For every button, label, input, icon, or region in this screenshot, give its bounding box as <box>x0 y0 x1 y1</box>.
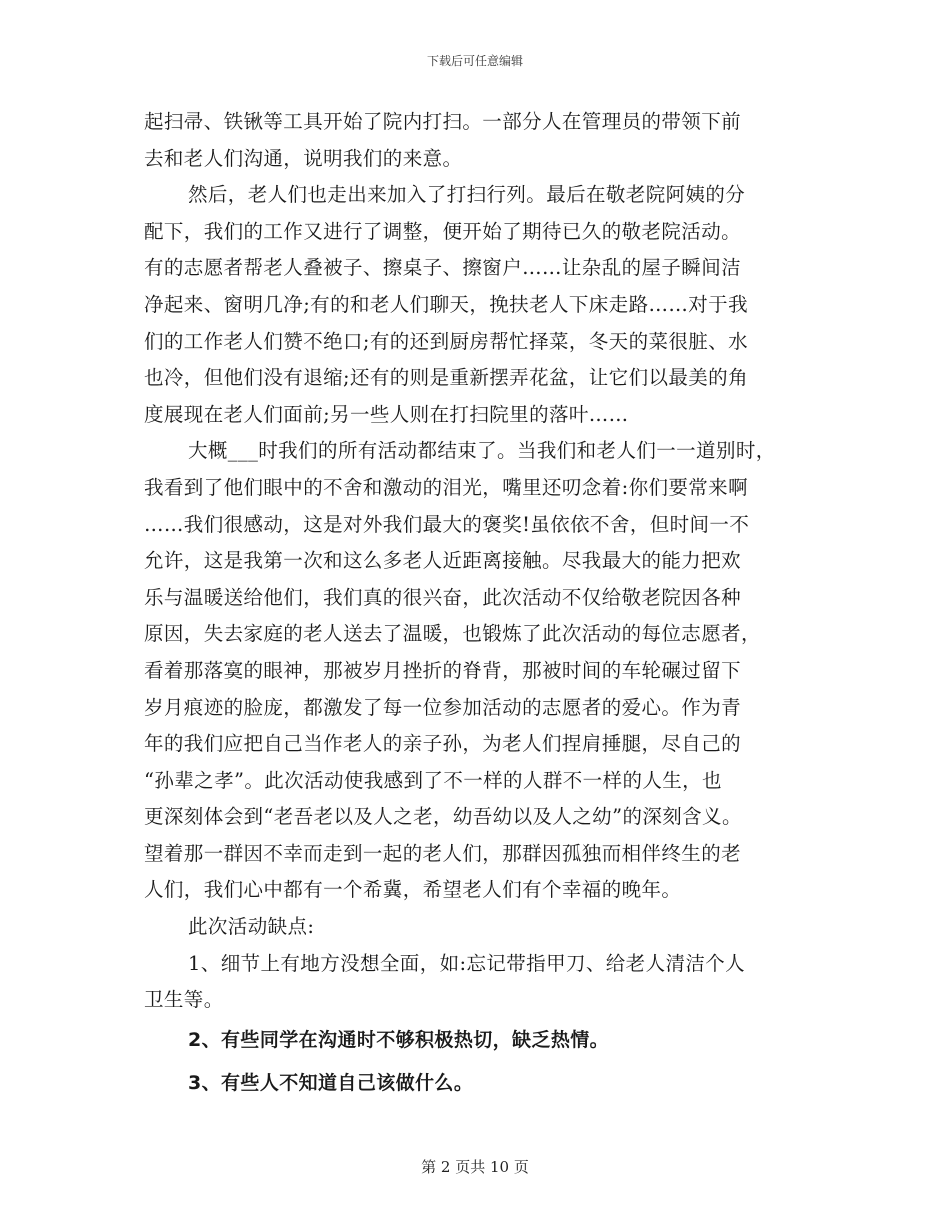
text-line: ……我们很感动，这是对外我们最大的褒奖!虽依依不舍，但时间一不 <box>144 512 750 536</box>
paragraph-start: 然后，老人们也走出来加入了打扫行列。最后在敬老院阿姨的分 <box>188 183 746 207</box>
text-line: “孙辈之孝”。此次活动使我感到了不一样的人群不一样的人生，也 <box>144 768 722 792</box>
text-line: 岁月痕迹的脸庞，都激发了每一位参加活动的志愿者的爱心。作为青 <box>144 695 742 719</box>
text-line: 有的志愿者帮老人叠被子、擦桌子、擦窗户……让杂乱的屋子瞬间洁 <box>144 256 742 280</box>
text-line: 们的工作老人们赞不绝口;有的还到厨房帮忙择菜，冬天的菜很脏、水 <box>144 329 748 353</box>
page-number: 第 2 页共 10 页 <box>421 1158 529 1176</box>
text-line: 望着那一群因不幸而走到一起的老人们，那群因孤独而相伴终生的老 <box>144 841 742 865</box>
text-line: 看着那落寞的眼神，那被岁月挫折的脊背，那被时间的车轮碾过留下 <box>144 658 742 682</box>
text-line: 原因，失去家庭的老人送去了温暖，也锻炼了此次活动的每位志愿者， <box>144 622 761 646</box>
text-line: 度展现在老人们面前;另一些人则在打扫院里的落叶…… <box>144 402 629 426</box>
paragraph-start: 大概___时我们的所有活动都结束了。当我们和老人们一一道别时， <box>188 439 776 463</box>
text-line: 允许，这是我第一次和这么多老人近距离接触。尽我最大的能力把欢 <box>144 549 742 573</box>
text-line: 乐与温暖送给他们，我们真的很兴奋，此次活动不仅给敬老院因各种 <box>144 585 742 609</box>
text-line: 配下，我们的工作又进行了调整，便开始了期待已久的敬老院活动。 <box>144 219 742 243</box>
list-item: 3、有些人不知道自己该做什么。 <box>188 1071 474 1094</box>
section-heading: 此次活动缺点: <box>188 915 315 939</box>
document-body <box>144 104 824 1105</box>
text-line: 起扫帚、铁锹等工具开始了院内打扫。一部分人在管理员的带领下前 <box>144 110 742 133</box>
text-line: 年的我们应把自己当作老人的亲子孙，为老人们捏肩捶腿，尽自己的 <box>144 732 742 756</box>
text-line: 更深刻体会到“老吾老以及人之老，幼吾幼以及人之幼”的深刻含义。 <box>144 805 742 829</box>
text-line: 我看到了他们眼中的不舍和激动的泪光，嘴里还叨念着:你们要常来啊 <box>144 475 748 499</box>
page-header: 下载后可任意编辑 <box>426 54 523 68</box>
list-item: 1、细节上有地方没想全面，如:忘记带指甲刀、给老人清洁个人 <box>188 951 746 975</box>
text-line: 去和老人们沟通，说明我们的来意。 <box>144 146 463 170</box>
text-line: 人们，我们心中都有一个希冀，希望老人们有个幸福的晚年。 <box>144 878 682 902</box>
list-item-continuation: 卫生等。 <box>144 988 224 1012</box>
text-line: 净起来、窗明几净;有的和老人们聊天，挽扶老人下床走路……对于我 <box>144 292 748 316</box>
list-item: 2、有些同学在沟通时不够积极热切，缺乏热情。 <box>188 1028 610 1051</box>
text-line: 也冷，但他们没有退缩;还有的则是重新摆弄花盆，让它们以最美的角 <box>144 366 748 390</box>
